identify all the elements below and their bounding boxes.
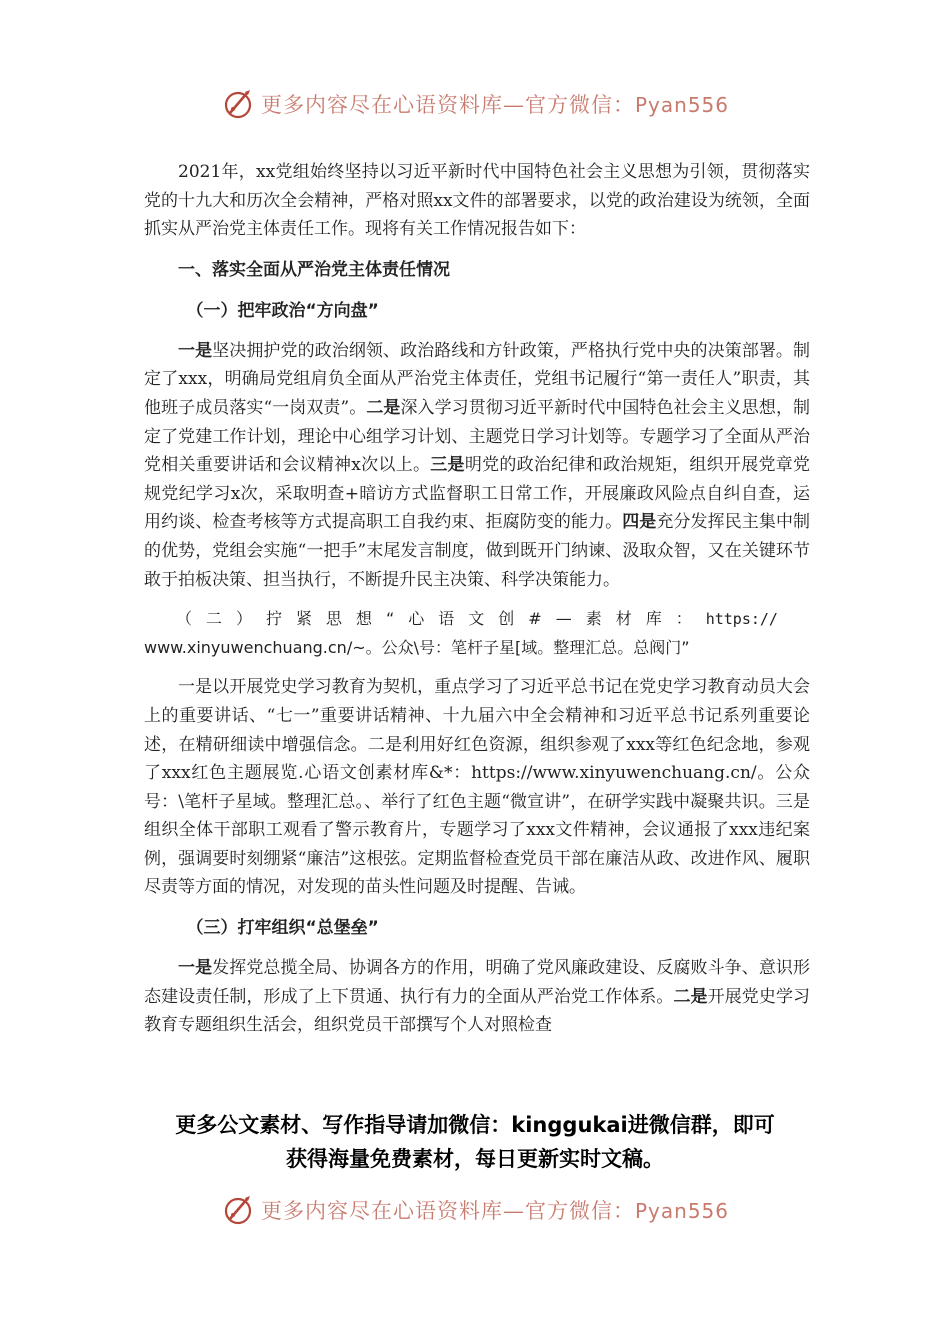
promo-line-2: 获得海量免费素材，每日更新实时文稿。 — [286, 1147, 664, 1171]
watermark-text: 更多内容尽在心语资料库—官方微信：Pyan556 — [260, 1199, 729, 1223]
point-lead-3: 三是 — [430, 455, 465, 476]
pen-circle-logo-icon — [221, 1193, 255, 1227]
subsection-2-paragraph: 一是以开展党史学习教育为契机，重点学习了习近平总书记在党史学习教育动员大会上的重要讲话、“七一”重要讲话精神、十九届六中全会精神和习近平总书记系列重要论述，在精研细读中增强信念。二是利用好红色资源，组织参观了xxx等红色纪念地，参观了xxx红色主题展览.心语文创素材库&*：https://www.xinyuwenchuang.cn/。公众号：\笔杆子星域。整理汇总。、举行了红色主题“微宣讲”，在研学实践中凝聚共识。三是组织全体干部职工观看了警示教育片，专题学习了xxx文件精神，会议通报了xxx违纪案例，强调要时刻绷紧“廉洁”这根弦。定期监督检查党员干部在廉洁从政、改进作风、履职尽责等方面的情况，对发现的苗头性问题及时提醒、告诫。 — [144, 677, 810, 898]
point-lead-2: 二是 — [673, 986, 708, 1007]
watermark-banner-top — [0, 84, 950, 124]
point-lead-1: 一是 — [178, 958, 213, 979]
subsection-heading-1: （一）把牢政治“方向盘” — [186, 300, 379, 321]
pen-circle-logo-icon — [221, 87, 255, 121]
subsection-3-paragraph: 一是发挥党总揽全局、协调各方的作用，明确了党风廉政建设、反腐败斗争、意识形态建设责任制，形成了上下贯通、执行有力的全面从严治党工作体系。二是开展党史学习教育专题组织生活会，组织党员干部撰写个人对照检查 — [144, 958, 811, 1036]
subsection-1-paragraph: 一是坚决拥护党的政治纲领、政治路线和方针政策，严格执行党中央的决策部署。制定了xxx，明确局党组肩负全面从严治党主体责任，党组书记履行“第一责任人”职责，其他班子成员落实“一岗双责”。二是深入学习贯彻习近平新时代中国特色社会主义思想，制定了党建工作计划，理论中心组学习计划、主题党日学习计划等。专题学习了全面从严治党相关重要讲话和会议精神x次以上。三是明党的政治纪律和政治规矩，组织开展党章党规党纪学习x次，采取明查+暗访方式监督职工日常工作，开展廉政风险点自纠自查，运用约谈、检查考核等方式提高职工自我约束、拒腐防变的能力。四是充分发挥民主集中制的优势，党组会实施“一把手”末尾发言制度，做到既开门纳谏、汲取众智，又在关键环节敢于拍板决策、担当执行，不断提升民主决策、科学决策能力。 — [144, 340, 811, 590]
subsection-heading-3: （三）打牢组织“总堡垒” — [186, 918, 379, 939]
document-body — [144, 158, 810, 1051]
intro-paragraph: 2021年，xx党组始终坚持以习近平新时代中国特色社会主义思想为引领，贯彻落实党的十九大和历次全会精神，严格对照xx文件的部署要求，以党的政治建设为统领，全面抓实从严治党主体责任工作。现将有关工作情况报告如下： — [144, 162, 810, 240]
watermark-text: 更多内容尽在心语资料库—官方微信：Pyan556 — [260, 93, 729, 117]
point-lead-2: 二是 — [366, 397, 401, 418]
subsection-heading-2: （二）拧紧思想“心语文创#—素材库：https:// www.xinyuwenchuang.cn/~。公众\号：笔杆子星[域。整理汇总。总阀门” — [144, 609, 778, 657]
promo-notice — [0, 1108, 950, 1176]
promo-line-1: 更多公文素材、写作指导请加微信：kinggukai进微信群，即可 — [175, 1113, 775, 1137]
section-heading: 一、落实全面从严治党主体责任情况 — [178, 259, 450, 280]
point-lead-4: 四是 — [622, 512, 657, 533]
watermark-banner-bottom — [0, 1190, 950, 1230]
point-lead-1: 一是 — [178, 340, 213, 361]
